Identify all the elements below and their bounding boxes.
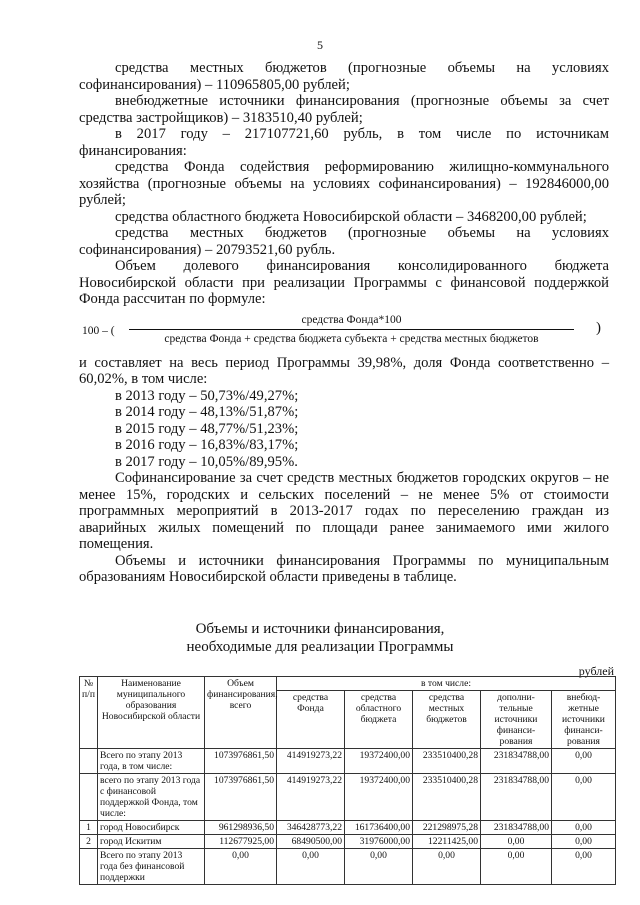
unit-label: рублей [578, 664, 614, 678]
paragraph-local-budgets-2016: средства местных бюджетов (прогнозные объемы на условиях софинансирования) – 110965805,00 рублей; [79, 60, 609, 93]
row-name: город Новосибирск [98, 821, 205, 835]
table-row [80, 835, 616, 849]
row-name: всего по этапу 2013 года с финансовой поддержкой Фонда, том числе: [98, 774, 205, 821]
formula-numerator: средства Фонда*100 [129, 312, 574, 331]
row-local: 233510400,28 [413, 774, 481, 821]
row-local: 12211425,00 [413, 835, 481, 849]
row-extrabudget: 0,00 [552, 821, 616, 835]
paragraph-regional-2017: средства областного бюджета Новосибирской области – 3468200,00 рублей; [115, 208, 587, 225]
row-num [80, 749, 98, 774]
row-additional: 0,00 [481, 849, 552, 885]
paragraph-formula-intro: Объем долевого финансирования консолидированного бюджета Новосибирской области при реализации Программы с финансовой поддержкой Фонда рассчитан по формуле: [79, 258, 609, 307]
row-name: Всего по этапу 2013 года, в том числе: [98, 749, 205, 774]
formula-fraction [129, 312, 574, 348]
row-fund: 0,00 [277, 849, 345, 885]
row-name: Всего по этапу 2013 года без финансовой поддержки [98, 849, 205, 885]
row-additional: 231834788,00 [481, 774, 552, 821]
row-fund: 346428773,22 [277, 821, 345, 835]
row-num [80, 849, 98, 885]
row-additional: 231834788,00 [481, 749, 552, 774]
row-additional: 0,00 [481, 835, 552, 849]
row-regional: 31976000,00 [345, 835, 413, 849]
row-num [80, 774, 98, 821]
row-regional: 161736400,00 [345, 821, 413, 835]
row-fund: 68490500,00 [277, 835, 345, 849]
row-additional: 231834788,00 [481, 821, 552, 835]
row-extrabudget: 0,00 [552, 774, 616, 821]
year-share-2014: в 2014 году – 48,13%/51,87%; [115, 404, 299, 420]
header-name: Наименование муниципального образования Новосибирской области [98, 677, 205, 749]
year-share-2016: в 2016 году – 16,83%/83,17%; [115, 437, 299, 453]
header-additional: дополни-тельные источники финанси-рования [481, 691, 552, 749]
page-number: 5 [317, 38, 323, 52]
row-extrabudget: 0,00 [552, 749, 616, 774]
year-share-2017: в 2017 году – 10,05%/89,95%. [115, 453, 298, 470]
document-body [79, 60, 609, 586]
row-num: 2 [80, 835, 98, 849]
year-share-2013: в 2013 году – 50,73%/49,27%; [115, 387, 299, 404]
paragraph-local-2017: средства местных бюджетов (прогнозные объемы на условиях софинансирования) – 20793521,60 рубль. [79, 225, 609, 258]
paragraph-fund-2017: средства Фонда содействия реформированию жилищно-коммунального хозяйства (прогнозные объемы на условиях софинансирования) – 192846000,00 рублей; [79, 159, 609, 208]
header-row-1 [80, 677, 616, 691]
row-local: 233510400,28 [413, 749, 481, 774]
year-share-2015: в 2015 году – 48,77%/51,23%; [115, 420, 299, 437]
row-total: 1073976861,50 [205, 749, 277, 774]
row-extrabudget: 0,00 [552, 849, 616, 885]
table-row [80, 821, 616, 835]
header-fund: средства Фонда [277, 691, 345, 749]
header-extrabudget: внебюд-жетные источники финанси-рования [552, 691, 616, 749]
row-extrabudget: 0,00 [552, 835, 616, 849]
row-local: 0,00 [413, 849, 481, 885]
header-num: № п/п [80, 677, 98, 749]
row-local: 221298975,28 [413, 821, 481, 835]
header-including: в том числе: [277, 677, 616, 691]
paragraph-2017-total: в 2017 году – 217107721,60 рубль, в том числе по источникам финансирования: [79, 126, 609, 159]
row-total: 961298936,50 [205, 821, 277, 835]
row-name: город Искитим [98, 835, 205, 849]
row-num: 1 [80, 821, 98, 835]
table-title-line1: Объемы и источники финансирования, [195, 621, 445, 637]
table-row [80, 774, 616, 821]
table-row [80, 749, 616, 774]
row-fund: 414919273,22 [277, 749, 345, 774]
row-fund: 414919273,22 [277, 774, 345, 821]
row-regional: 19372400,00 [345, 774, 413, 821]
financing-table [79, 676, 616, 885]
paragraph-share-total: и составляет на весь период Программы 39,98%, доля Фонда соответственно – 60,02%, в том числе: [79, 354, 609, 387]
paragraph-extrabudget: внебюджетные источники финансирования (прогнозные объемы за счет средства застройщиков) – 3183510,40 рублей; [79, 93, 609, 126]
formula-denominator: средства Фонда + средства бюджета субъекта + средства местных бюджетов [164, 333, 539, 345]
paragraph-cofinancing: Софинансирование за счет средств местных бюджетов городских округов – не менее 15%, городских и сельских поселений – не менее 5% от стоимости программных мероприятий в 2013-2017 годах по переселению граждан из аварийных жилых помещений по площади ранее занимаемого ими жилого помещения. [79, 470, 609, 552]
row-regional: 0,00 [345, 849, 413, 885]
row-total: 1073976861,50 [205, 774, 277, 821]
header-local: средства местных бюджетов [413, 691, 481, 749]
row-regional: 19372400,00 [345, 749, 413, 774]
table-title [0, 620, 640, 656]
formula-lead: 100 – ( [82, 324, 115, 337]
header-regional: средства областного бюджета [345, 691, 413, 749]
table-title-line2: необходимые для реализации Программы [186, 639, 454, 655]
table-row [80, 849, 616, 885]
header-total: Объем финансирования, всего [205, 677, 277, 749]
row-total: 0,00 [205, 849, 277, 885]
row-total: 112677925,00 [205, 835, 277, 849]
formula-close: ) [596, 319, 601, 336]
paragraph-table-intro: Объемы и источники финансирования Программы по муниципальным образованиям Новосибирской области приведены в таблице. [79, 552, 609, 585]
share-formula [79, 312, 609, 352]
